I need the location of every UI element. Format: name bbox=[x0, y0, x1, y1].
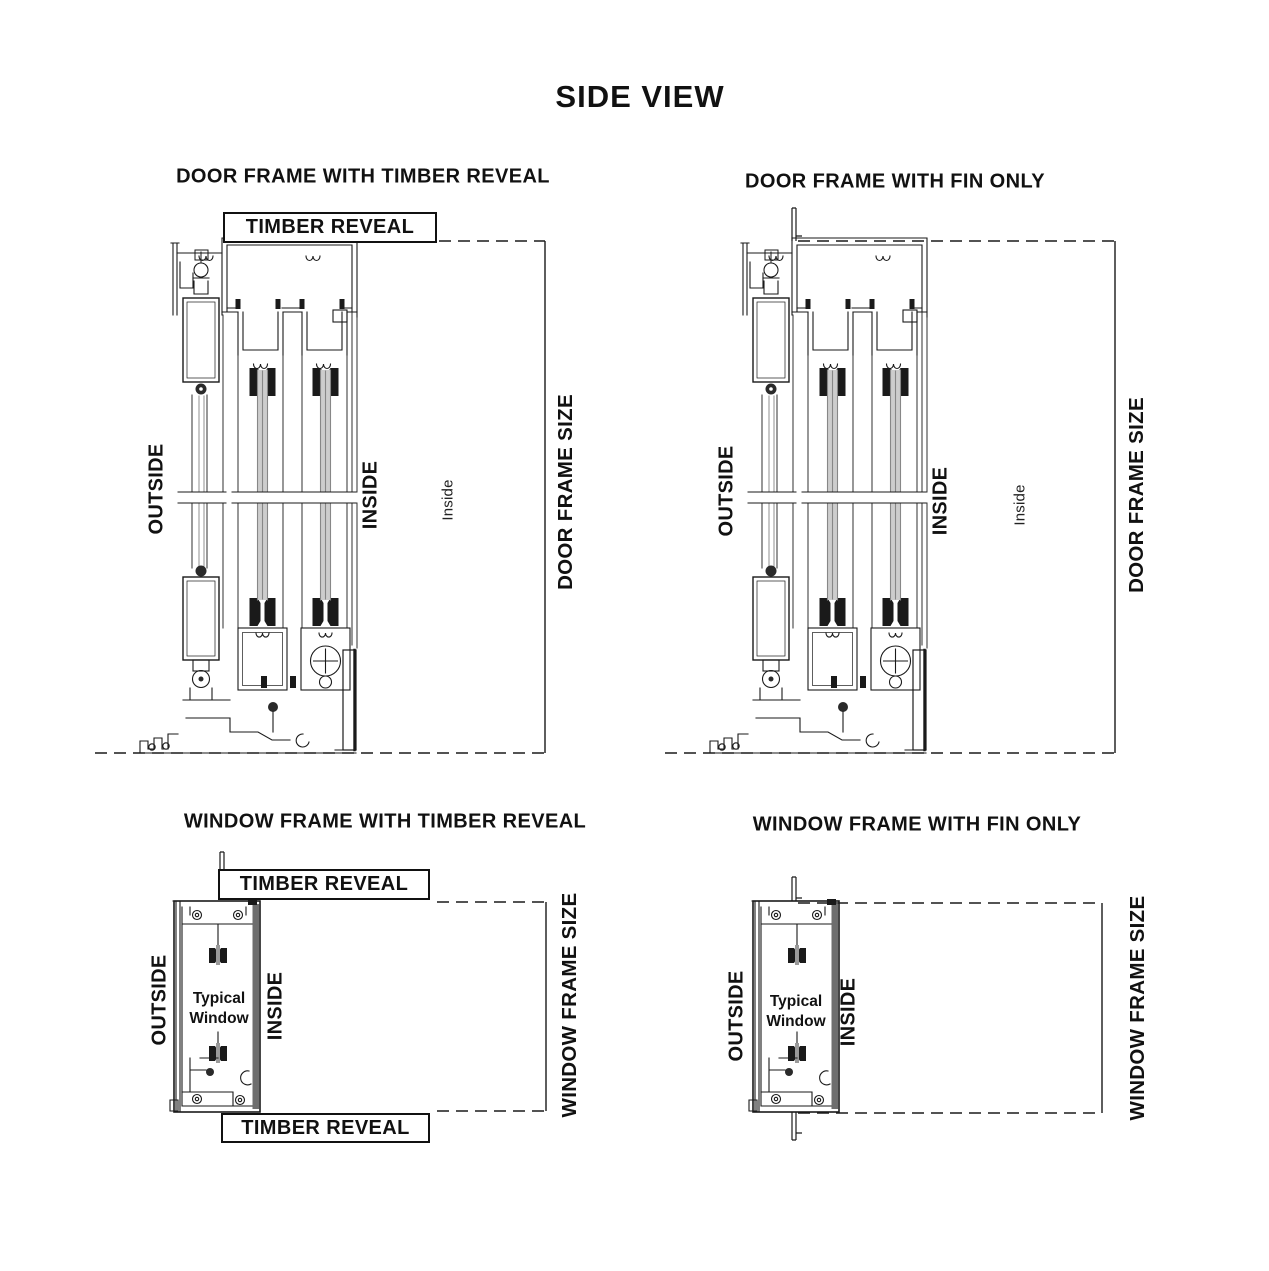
door-fin-outside-label: OUTSIDE bbox=[715, 445, 738, 537]
window-timber-frame-size-extent bbox=[437, 902, 546, 1111]
window-timber-inside-label: INSIDE bbox=[264, 971, 287, 1041]
door-timber-title: DOOR FRAME WITH TIMBER REVEAL bbox=[176, 165, 550, 188]
door-fin-inside-annotation: Inside bbox=[1011, 484, 1029, 526]
door-timber-inside-annotation: Inside bbox=[439, 479, 457, 521]
timber-reveal-callout-window-bottom: TIMBER REVEAL bbox=[221, 1113, 430, 1143]
door-fin-title: DOOR FRAME WITH FIN ONLY bbox=[745, 170, 1045, 193]
window-fin-outside-label: OUTSIDE bbox=[725, 970, 748, 1062]
door-timber-frame-size-label: DOOR FRAME SIZE bbox=[554, 394, 577, 590]
window-fin-typical-window-label: Typical Window bbox=[766, 992, 826, 1030]
door-fin bbox=[792, 208, 802, 241]
window-fin-frame-size-label: WINDOW FRAME SIZE bbox=[1126, 895, 1149, 1121]
window-timber-title: WINDOW FRAME WITH TIMBER REVEAL bbox=[183, 810, 587, 833]
door-fin-inside-label: INSIDE bbox=[929, 466, 952, 536]
timber-reveal-callout-door: TIMBER REVEAL bbox=[223, 212, 437, 243]
window-timber-outside-label: OUTSIDE bbox=[148, 954, 171, 1046]
page-title: SIDE VIEW bbox=[555, 79, 725, 114]
door-timber-inside-label: INSIDE bbox=[359, 460, 382, 530]
window-timber-typical-window-label: Typical Window bbox=[189, 989, 249, 1027]
window-fin-title: WINDOW FRAME WITH FIN ONLY bbox=[752, 813, 1082, 836]
door-fin-frame-size-label: DOOR FRAME SIZE bbox=[1125, 397, 1148, 593]
window-timber-frame-size-label: WINDOW FRAME SIZE bbox=[558, 892, 581, 1118]
timber-reveal-callout-window-top: TIMBER REVEAL bbox=[218, 869, 430, 900]
window-timber-fin-stub bbox=[220, 852, 224, 869]
window-fin-inside-label: INSIDE bbox=[837, 977, 860, 1047]
door-timber-outside-label: OUTSIDE bbox=[145, 443, 168, 535]
